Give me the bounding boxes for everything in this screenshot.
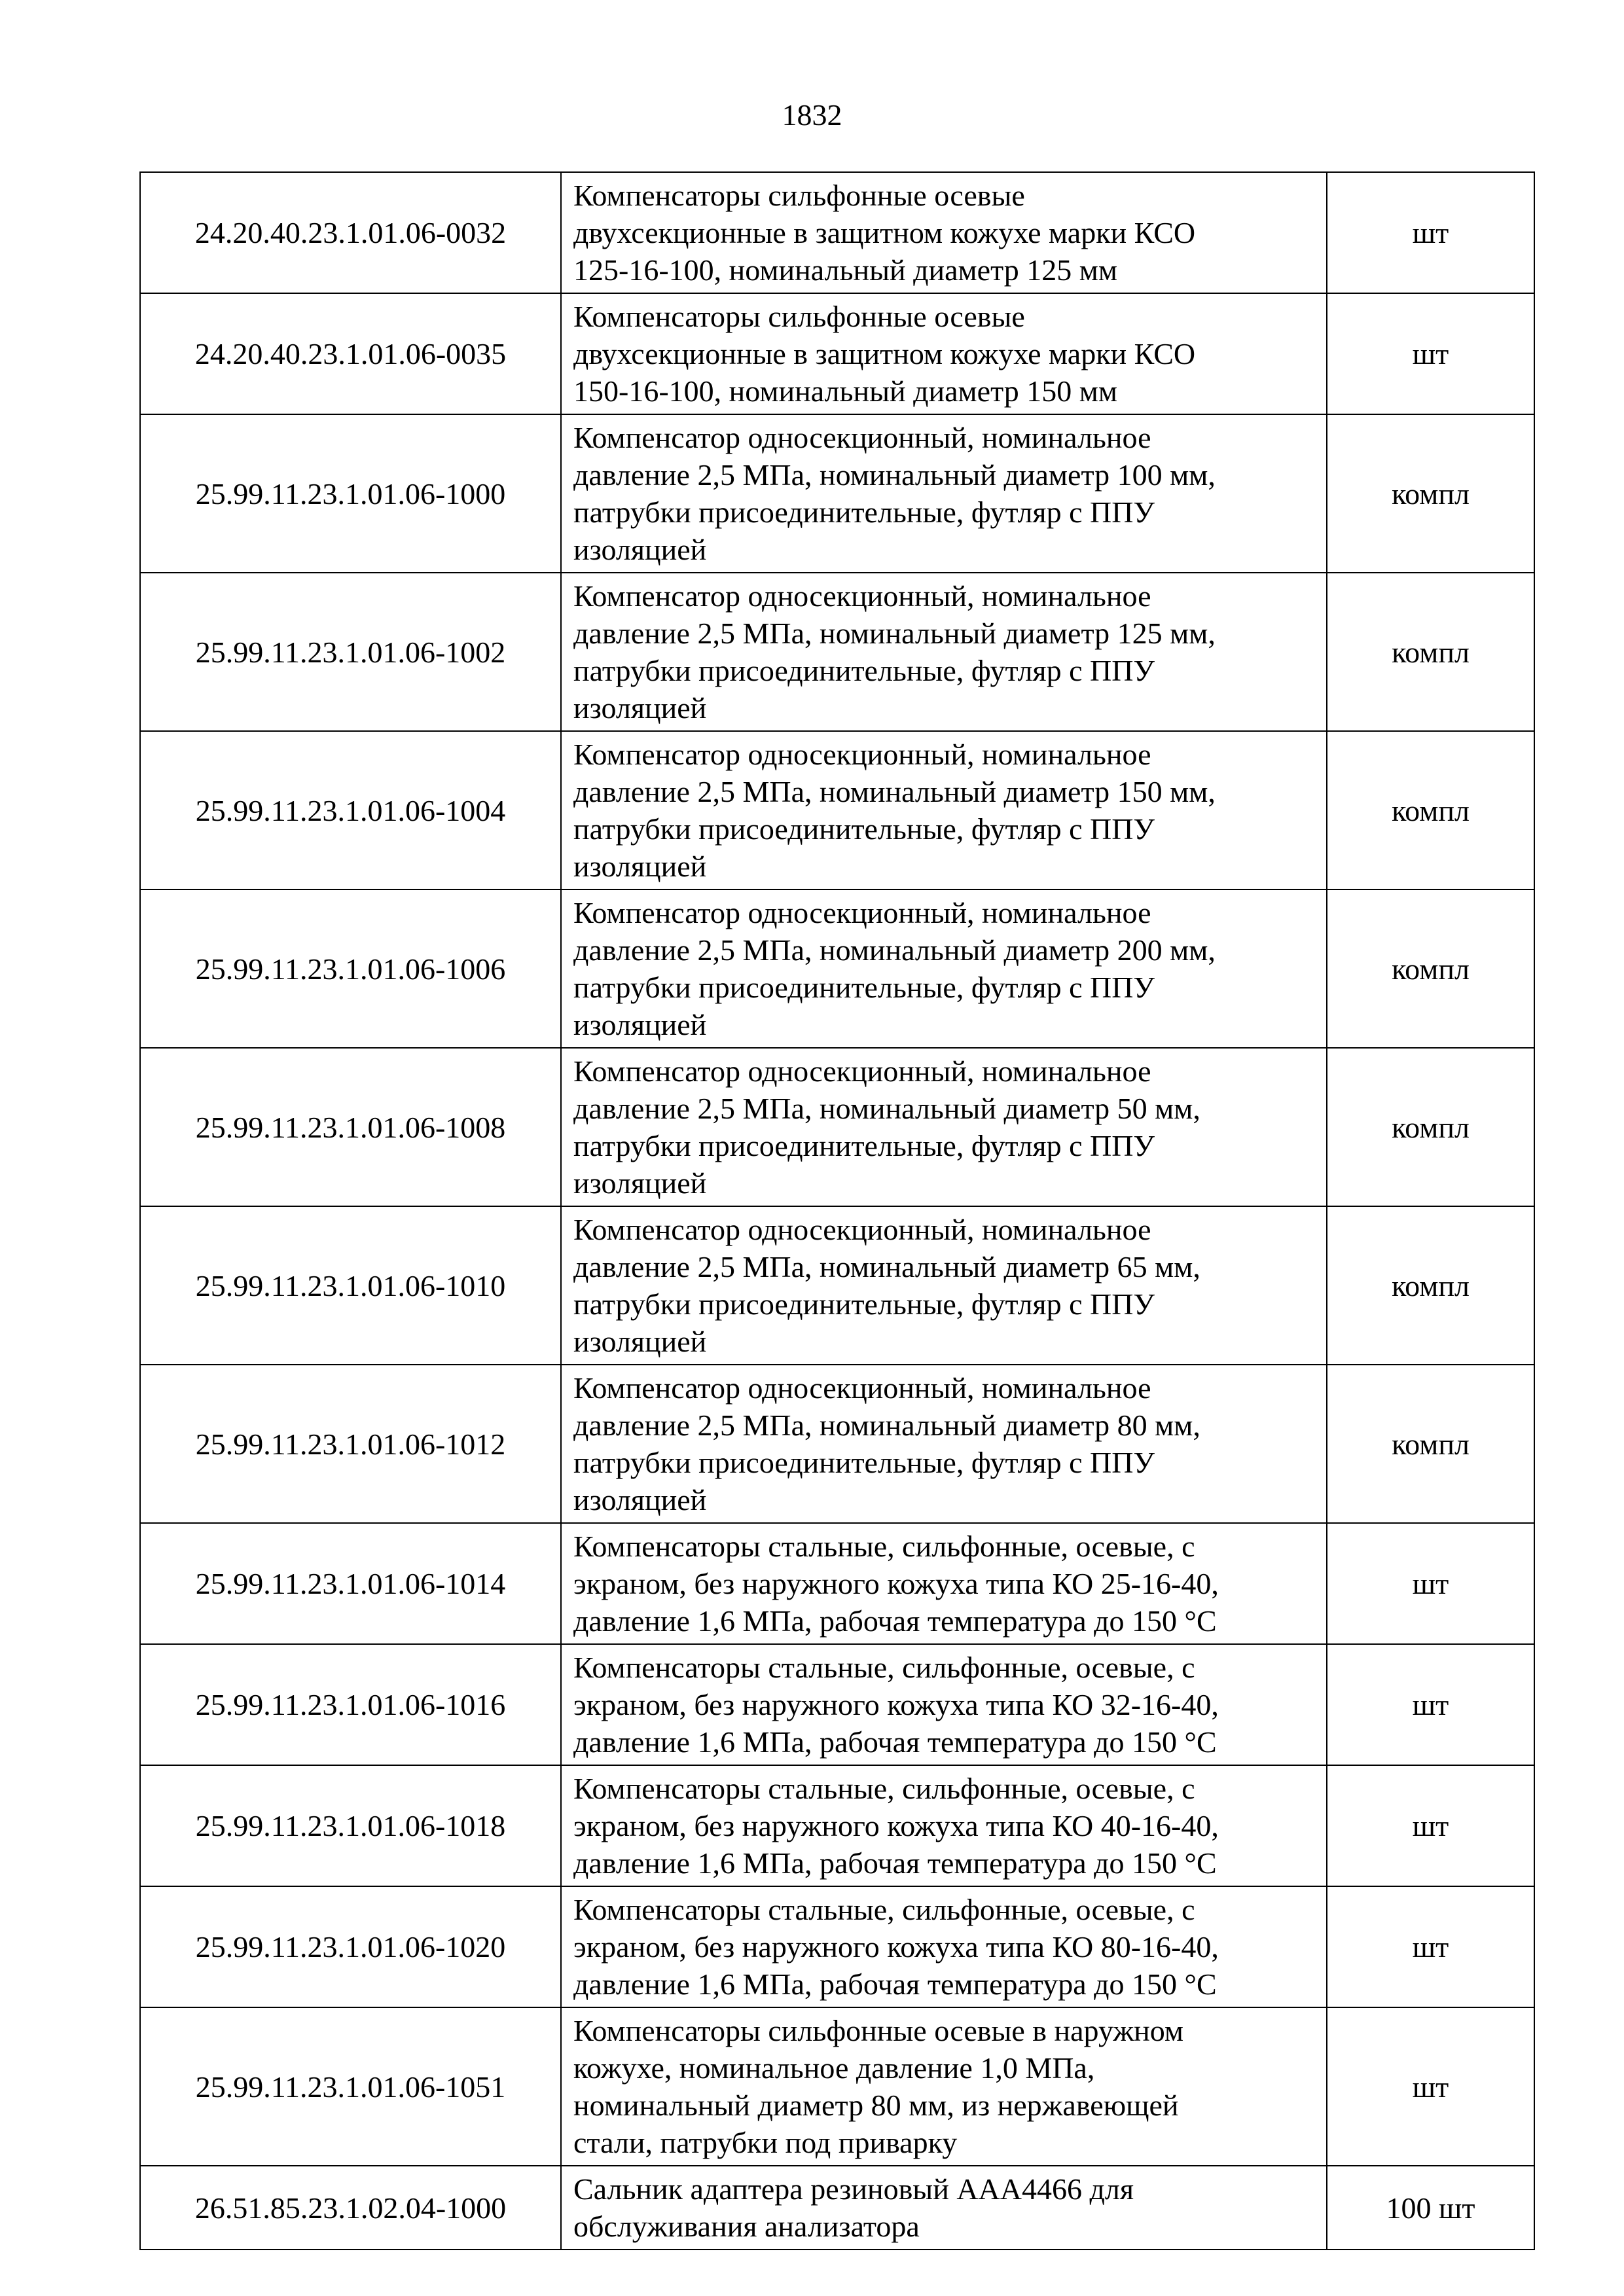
description-line: патрубки присоединительные, футляр с ППУ [573,495,1155,529]
description-line: экраном, без наружного кожуха типа КО 32-16-40, [573,1688,1219,1721]
catalog-table-body [140,172,1534,2250]
description-line: Сальник адаптера резиновый ААА4466 для [573,2172,1134,2206]
item-unit-cell: компл [1327,414,1534,573]
description-line: давление 2,5 МПа, номинальный диаметр 150 мм, [573,775,1216,808]
description-line: патрубки присоединительные, футляр с ППУ [573,1287,1155,1321]
item-unit-cell: шт [1327,1523,1534,1644]
description-line: Компенсаторы стальные, сильфонные, осевые, с [573,1530,1195,1563]
description-line: патрубки присоединительные, футляр с ППУ [573,654,1155,687]
description-line: двухсекционные в защитном кожухе марки КСО [573,216,1196,249]
table-row [140,573,1534,731]
description-line: Компенсаторы сильфонные осевые [573,300,1025,333]
description-line: изоляцией [573,691,707,725]
table-row [140,1365,1534,1523]
item-code-cell: 25.99.11.23.1.01.06-1006 [140,889,561,1048]
description-line: давление 1,6 МПа, рабочая температура до 150 °С [573,1967,1217,2001]
item-code-cell: 25.99.11.23.1.01.06-1014 [140,1523,561,1644]
description-line: стали, патрубки под приварку [573,2126,958,2159]
table-row [140,1765,1534,1886]
item-description-cell [561,2007,1327,2166]
table-row [140,1048,1534,1206]
item-code-cell: 25.99.11.23.1.01.06-1008 [140,1048,561,1206]
description-line: изоляцией [573,850,707,883]
description-line: экраном, без наружного кожуха типа КО 25-16-40, [573,1567,1219,1600]
description-line: изоляцией [573,1483,707,1516]
item-unit-cell: шт [1327,1644,1534,1765]
item-description-cell [561,1886,1327,2007]
description-line: давление 1,6 МПа, рабочая температура до 150 °С [573,1604,1217,1638]
item-unit-cell: компл [1327,889,1534,1048]
item-unit-cell: компл [1327,1365,1534,1523]
table-row [140,1886,1534,2007]
description-line: кожухе, номинальное давление 1,0 МПа, [573,2051,1095,2085]
description-line: изоляцией [573,1325,707,1358]
item-code-cell: 25.99.11.23.1.01.06-1018 [140,1765,561,1886]
description-line: Компенсатор односекционный, номинальное [573,579,1151,613]
table-row [140,731,1534,889]
description-line: давление 2,5 МПа, номинальный диаметр 80 мм, [573,1408,1200,1442]
description-line: давление 1,6 МПа, рабочая температура до 150 °С [573,1725,1217,1759]
description-line: Компенсаторы стальные, сильфонные, осевые, с [573,1651,1195,1684]
description-line: экраном, без наружного кожуха типа КО 40-16-40, [573,1809,1219,1842]
table-row [140,2007,1534,2166]
description-line: Компенсаторы сильфонные осевые в наружном [573,2014,1183,2047]
description-line: давление 2,5 МПа, номинальный диаметр 65 мм, [573,1250,1200,1283]
description-line: патрубки присоединительные, футляр с ППУ [573,1129,1155,1162]
description-line: 150-16-100, номинальный диаметр 150 мм [573,374,1117,408]
item-description-cell [561,731,1327,889]
item-code-cell: 25.99.11.23.1.01.06-1002 [140,573,561,731]
item-unit-cell: компл [1327,1206,1534,1365]
item-unit-cell: компл [1327,731,1534,889]
item-description-cell [561,1048,1327,1206]
item-description-cell [561,1206,1327,1365]
item-description-cell [561,172,1327,293]
item-description-cell [561,1765,1327,1886]
table-row [140,2166,1534,2250]
item-code-cell: 24.20.40.23.1.01.06-0035 [140,293,561,414]
item-unit-cell: шт [1327,1886,1534,2007]
item-code-cell: 25.99.11.23.1.01.06-1010 [140,1206,561,1365]
description-line: давление 2,5 МПа, номинальный диаметр 50 мм, [573,1092,1200,1125]
description-line: Компенсатор односекционный, номинальное [573,1213,1151,1246]
table-row [140,1644,1534,1765]
item-unit-cell: компл [1327,573,1534,731]
description-line: изоляцией [573,533,707,566]
table-row [140,1206,1534,1365]
description-line: Компенсатор односекционный, номинальное [573,421,1151,454]
item-unit-cell: шт [1327,172,1534,293]
table-row [140,1523,1534,1644]
description-line: двухсекционные в защитном кожухе марки КСО [573,337,1196,370]
description-line: патрубки присоединительные, футляр с ППУ [573,971,1155,1004]
description-line: Компенсатор односекционный, номинальное [573,738,1151,771]
description-line: изоляцией [573,1008,707,1041]
description-line: 125-16-100, номинальный диаметр 125 мм [573,253,1117,287]
item-description-cell [561,1523,1327,1644]
item-description-cell [561,1644,1327,1765]
item-code-cell: 26.51.85.23.1.02.04-1000 [140,2166,561,2250]
item-description-cell [561,2166,1327,2250]
description-line: Компенсаторы стальные, сильфонные, осевые, с [573,1772,1195,1805]
description-line: Компенсатор односекционный, номинальное [573,1054,1151,1088]
item-code-cell: 25.99.11.23.1.01.06-1020 [140,1886,561,2007]
item-code-cell: 25.99.11.23.1.01.06-1004 [140,731,561,889]
item-code-cell: 24.20.40.23.1.01.06-0032 [140,172,561,293]
page-number: 1832 [782,98,842,132]
item-code-cell: 25.99.11.23.1.01.06-1000 [140,414,561,573]
description-line: патрубки присоединительные, футляр с ППУ [573,812,1155,846]
table-row [140,293,1534,414]
description-line: давление 1,6 МПа, рабочая температура до 150 °С [573,1846,1217,1880]
description-line: Компенсаторы стальные, сильфонные, осевые, с [573,1893,1195,1926]
item-code-cell: 25.99.11.23.1.01.06-1051 [140,2007,561,2166]
table-row [140,172,1534,293]
item-unit-cell: шт [1327,1765,1534,1886]
table-row [140,414,1534,573]
description-line: Компенсатор односекционный, номинальное [573,896,1151,929]
description-line: номинальный диаметр 80 мм, из нержавеющей [573,2089,1179,2122]
item-code-cell: 25.99.11.23.1.01.06-1012 [140,1365,561,1523]
description-line: экраном, без наружного кожуха типа КО 80-16-40, [573,1930,1219,1964]
item-unit-cell: шт [1327,2007,1534,2166]
description-line: патрубки присоединительные, футляр с ППУ [573,1446,1155,1479]
description-line: Компенсаторы сильфонные осевые [573,179,1025,212]
catalog-table [139,171,1535,2250]
item-description-cell [561,414,1327,573]
item-unit-cell: шт [1327,293,1534,414]
description-line: обслуживания анализатора [573,2210,920,2243]
item-unit-cell: 100 шт [1327,2166,1534,2250]
description-line: изоляцией [573,1166,707,1200]
description-line: давление 2,5 МПа, номинальный диаметр 125 мм, [573,617,1216,650]
item-description-cell [561,573,1327,731]
description-line: Компенсатор односекционный, номинальное [573,1371,1151,1405]
description-line: давление 2,5 МПа, номинальный диаметр 100 мм, [573,458,1216,492]
item-description-cell [561,293,1327,414]
item-description-cell [561,1365,1327,1523]
description-line: давление 2,5 МПа, номинальный диаметр 200 мм, [573,933,1216,967]
item-code-cell: 25.99.11.23.1.01.06-1016 [140,1644,561,1765]
item-description-cell [561,889,1327,1048]
item-unit-cell: компл [1327,1048,1534,1206]
table-row [140,889,1534,1048]
